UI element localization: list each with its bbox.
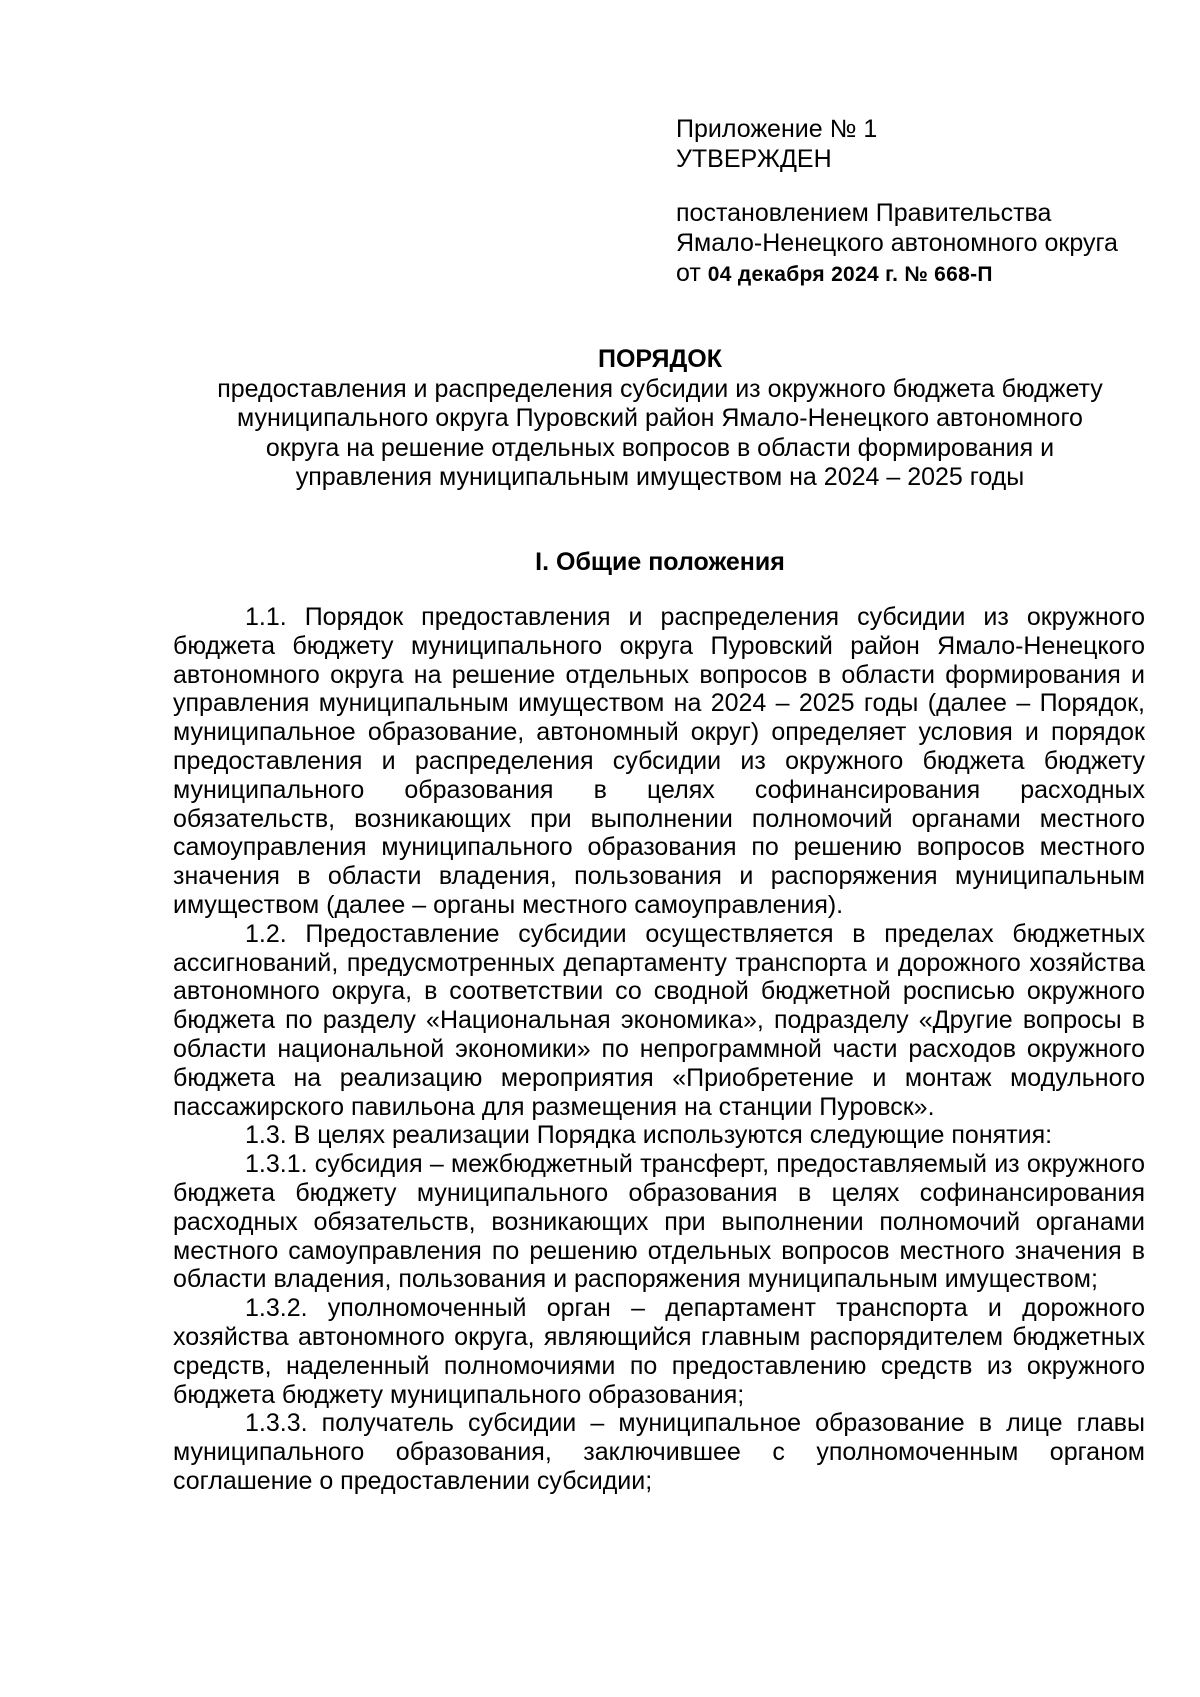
paragraph: 1.3. В целях реализации Порядка используются следующие понятия:: [245, 1121, 1053, 1150]
date-prefix: от: [676, 259, 701, 287]
document-subtitle-line: округа на решение отдельных вопросов в области формирования и: [265, 433, 1055, 462]
paragraph: 1.1. Порядок предоставления и распределения субсидии из окружного бюджета бюджету муниципального округа Пуровский район Ямало-Ненецкого автономного округа на решение отдельных вопросов в области формирования и управления муниципальным имуществом на 2024 – 2025 годы (далее – Порядок, муниципальное образование, автономный округ) определяет условия и порядок предоставления и распределения субсидии из окружного бюджета бюджету муниципального образования в целях софинансирования расходных обязательств, возникающих при выполнении полномочий органами местного самоуправления муниципального образования по решению вопросов местного значения в области владения, пользования и распоряжения муниципальным имуществом (далее – органы местного самоуправления).: [173, 603, 1145, 919]
approval-authority-region: Ямало-Ненецкого автономного округа: [676, 229, 1118, 257]
section-body: [173, 603, 1145, 1496]
approval-date-line: [676, 258, 1156, 290]
spacer: [676, 174, 1156, 198]
appendix-number: Приложение № 1: [676, 115, 878, 143]
approval-stamp-block: [676, 114, 1156, 290]
approval-authority-line: постановлением Правительства: [676, 199, 1052, 227]
document-subtitle-line: управления муниципальным имуществом на 2024 – 2025 годы: [295, 463, 1025, 491]
document-title-block: [150, 345, 1170, 493]
paragraph: 1.2. Предоставление субсидии осуществляется в пределах бюджетных ассигнований, предусмотренных департаменту транспорта и дорожного хозяйства автономного округа, в соответствии со сводной бюджетной росписью окружного бюджета по разделу «Национальная экономика», подразделу «Другие вопросы в области национальной экономики» по непрограммной части расходов окружного бюджета на реализацию мероприятия «Приобретение и монтаж модульного пассажирского павильона для размещения на станции Пуровск».: [173, 919, 1145, 1121]
section-heading: I. Общие положения: [535, 548, 785, 576]
paragraph: 1.3.3. получатель субсидии – муниципальное образование в лице главы муниципального образования, заключившее с уполномоченным органом соглашение о предоставлении субсидии;: [173, 1409, 1145, 1495]
approved-label: УТВЕРЖДЕН: [676, 145, 832, 173]
document-subtitle-line: муниципального округа Пуровский район Ямало-Ненецкого автономного: [237, 404, 1083, 432]
paragraph: 1.3.1. субсидия – межбюджетный трансферт, предоставляемый из окружного бюджета бюджету муниципального образования в целях софинансирования расходных обязательств, возникающих при выполнении полномочий органами местного самоуправления по решению отдельных вопросов местного значения в области владения, пользования и распоряжения муниципальным имуществом;: [173, 1150, 1145, 1294]
document-subtitle-line: предоставления и распределения субсидии из окружного бюджета бюджету: [217, 374, 1103, 403]
decree-date-number: 04 декабря 2024 г. № 668-П: [707, 263, 993, 286]
document-title: ПОРЯДОК: [598, 345, 722, 373]
paragraph: 1.3.2. уполномоченный орган – департамент транспорта и дорожного хозяйства автономного округа, являющийся главным распорядителем бюджетных средств, наделенный полномочиями по предоставлению средств из окружного бюджета бюджету муниципального образования;: [173, 1294, 1145, 1409]
